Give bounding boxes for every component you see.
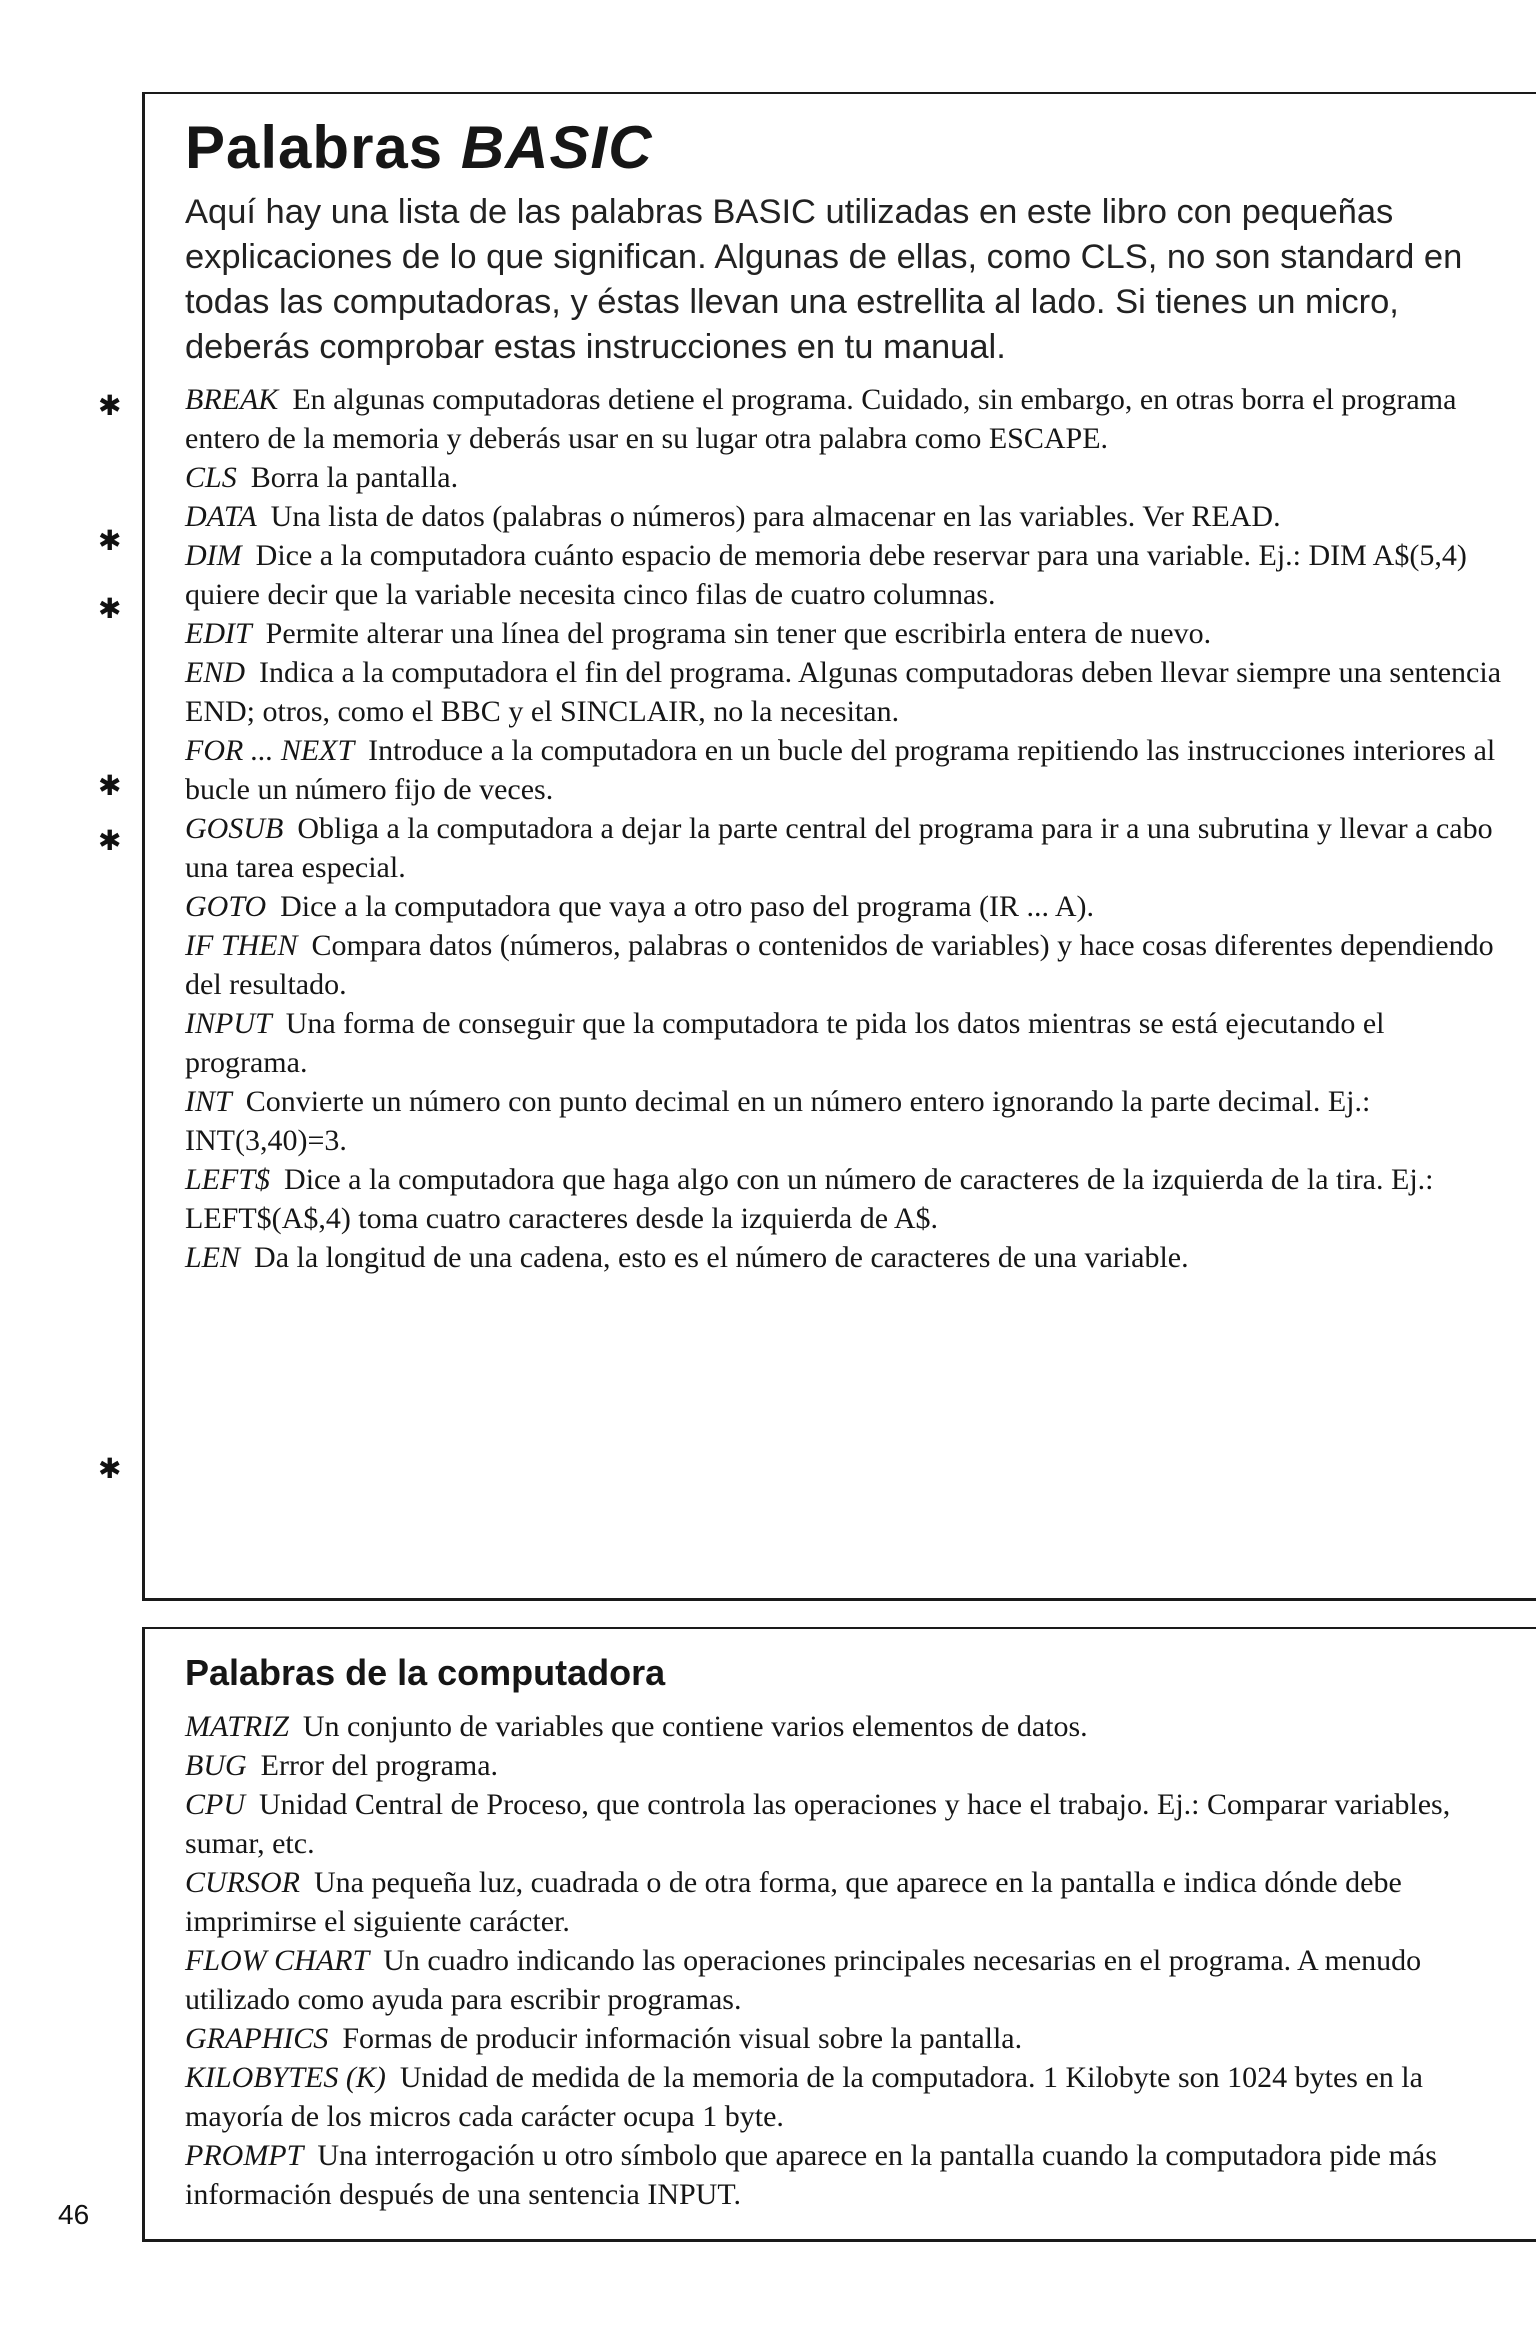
entry-text: Una pequeña luz, cuadrada o de otra forma, que aparece en la pantalla e indica dónde debe imprimirse el siguiente carácter. [185, 1866, 1402, 1938]
entry-graphics [185, 2019, 1506, 2058]
title-italic: BASIC [460, 114, 653, 181]
star-icon: ✱ [98, 771, 122, 802]
entry-term: IF THEN [185, 929, 298, 962]
entry-data [185, 497, 1506, 536]
entry-term: GOTO [185, 890, 267, 923]
entry-text: Una forma de conseguir que la computadora te pida los datos mientras se está ejecutando el programa. [185, 1007, 1385, 1079]
entry-term: LEFT$ [185, 1163, 271, 1196]
entry-text: Convierte un número con punto decimal en un número entero ignorando la parte decimal. Ej.: INT(3,40)=3. [185, 1085, 1371, 1157]
entry-text: Unidad Central de Proceso, que controla las operaciones y hace el trabajo. Ej.: Comparar variables, sumar, etc. [185, 1788, 1451, 1860]
entry-text: Formas de producir información visual sobre la pantalla. [342, 2022, 1023, 2055]
entry-term: KILOBYTES (K) [185, 2061, 386, 2094]
entry-left [185, 1160, 1506, 1238]
computer-words-title: Palabras de la computadora [185, 1652, 666, 1693]
entry-edit [185, 614, 1506, 653]
entry-text: Un cuadro indicando las operaciones principales necesarias en el programa. A menudo utilizado como ayuda para escribir programas. [185, 1944, 1422, 2016]
entry-text: Compara datos (números, palabras o contenidos de variables) y hace cosas diferentes dependiendo del resultado. [185, 929, 1494, 1001]
entry-text: Da la longitud de una cadena, esto es el número de caracteres de una variable. [254, 1241, 1189, 1274]
entry-term: END [185, 656, 245, 689]
entry-matriz [185, 1707, 1506, 1746]
entry-bug [185, 1746, 1506, 1785]
entry-text: Una lista de datos (palabras o números) para almacenar en las variables. Ver READ. [270, 500, 1281, 533]
entry-term: INT [185, 1085, 232, 1118]
entry-term: DATA [185, 500, 257, 533]
entry-term: LEN [185, 1241, 241, 1274]
entry-term: FOR ... NEXT [185, 734, 355, 767]
star-icon: ✱ [98, 826, 122, 857]
star-icon: ✱ [98, 594, 122, 625]
entry-text: Permite alterar una línea del programa sin tener que escribirla entera de nuevo. [265, 617, 1212, 650]
entry-text: Indica a la computadora el fin del programa. Algunas computadoras deben llevar siempre una sentencia END; otros, como el BBC y el SINCLAIR, no la necesitan. [185, 656, 1502, 728]
entry-cursor [185, 1863, 1506, 1941]
computer-words-box [142, 1627, 1536, 2242]
entry-text: Dice a la computadora que haga algo con un número de caracteres de la izquierda de la tira. Ej.: LEFT$(A$,4) toma cuatro caracteres desde la izquierda de A$. [185, 1163, 1434, 1235]
star-icon: ✱ [98, 391, 122, 422]
star-icon: ✱ [98, 526, 122, 557]
entry-if-then [185, 926, 1506, 1004]
basic-words-content [185, 110, 1506, 1277]
entry-text: Borra la pantalla. [250, 461, 459, 494]
title-prefix: Palabras [185, 114, 444, 181]
entry-text: Una interrogación u otro símbolo que aparece en la pantalla cuando la computadora pide más información después de una sentencia INPUT. [185, 2139, 1437, 2211]
entry-term: BUG [185, 1749, 247, 1782]
entry-term: PROMPT [185, 2139, 304, 2172]
entry-term: DIM [185, 539, 242, 572]
entry-term: INPUT [185, 1007, 272, 1040]
entry-term: CURSOR [185, 1866, 300, 1899]
entry-text: Unidad de medida de la memoria de la computadora. 1 Kilobyte son 1024 bytes en la mayoría de los micros cada carácter ocupa 1 byte. [185, 2061, 1423, 2133]
entry-kilobytes [185, 2058, 1506, 2136]
entry-end [185, 653, 1506, 731]
entry-text: Dice a la computadora cuánto espacio de memoria debe reservar para una variable. Ej.: DIM A$(5,4) quiere decir que la variable necesita cinco filas de cuatro columnas. [185, 539, 1467, 611]
entry-text: Dice a la computadora que vaya a otro paso del programa (IR ... A). [280, 890, 1095, 923]
entry-for-next [185, 731, 1506, 809]
entry-text: Obliga a la computadora a dejar la parte central del programa para ir a una subrutina y llevar a cabo una tarea especial. [185, 812, 1493, 884]
entry-goto [185, 887, 1506, 926]
entry-term: FLOW CHART [185, 1944, 370, 1977]
entry-dim [185, 536, 1506, 614]
entry-term: CPU [185, 1788, 245, 1821]
entry-term: CLS [185, 461, 237, 494]
entry-int [185, 1082, 1506, 1160]
entry-flow-chart [185, 1941, 1506, 2019]
entry-term: BREAK [185, 383, 279, 416]
page-number: 46 [58, 2199, 90, 2230]
basic-words-title [185, 110, 1506, 186]
entry-cls [185, 458, 1506, 497]
entry-input [185, 1004, 1506, 1082]
entry-term: EDIT [185, 617, 252, 650]
entry-text: Error del programa. [260, 1749, 499, 1782]
entry-term: GOSUB [185, 812, 284, 845]
entry-text: En algunas computadoras detiene el programa. Cuidado, sin embargo, en otras borra el programa entero de la memoria y deberás usar en su lugar otra palabra como ESCAPE. [185, 383, 1457, 455]
entry-cpu [185, 1785, 1506, 1863]
entry-gosub [185, 809, 1506, 887]
basic-words-intro: Aquí hay una lista de las palabras BASIC utilizadas en este libro con pequeñas explicaciones de lo que significan. Algunas de ellas, como CLS, no son standard en todas las computadoras, y éstas llevan una estrellita al lado. Si tienes un micro, deberás comprobar estas instrucciones en tu manual. [185, 193, 1463, 366]
star-icon: ✱ [98, 1454, 122, 1485]
basic-words-box [142, 92, 1536, 1601]
entry-break [185, 380, 1506, 458]
entry-text: Introduce a la computadora en un bucle del programa repitiendo las instrucciones interiores al bucle un número fijo de veces. [185, 734, 1496, 806]
entry-len [185, 1238, 1506, 1277]
entry-text: Un conjunto de variables que contiene varios elementos de datos. [302, 1710, 1088, 1743]
computer-words-content [185, 1647, 1506, 2214]
entry-prompt [185, 2136, 1506, 2214]
entry-term: MATRIZ [185, 1710, 289, 1743]
entry-term: GRAPHICS [185, 2022, 329, 2055]
